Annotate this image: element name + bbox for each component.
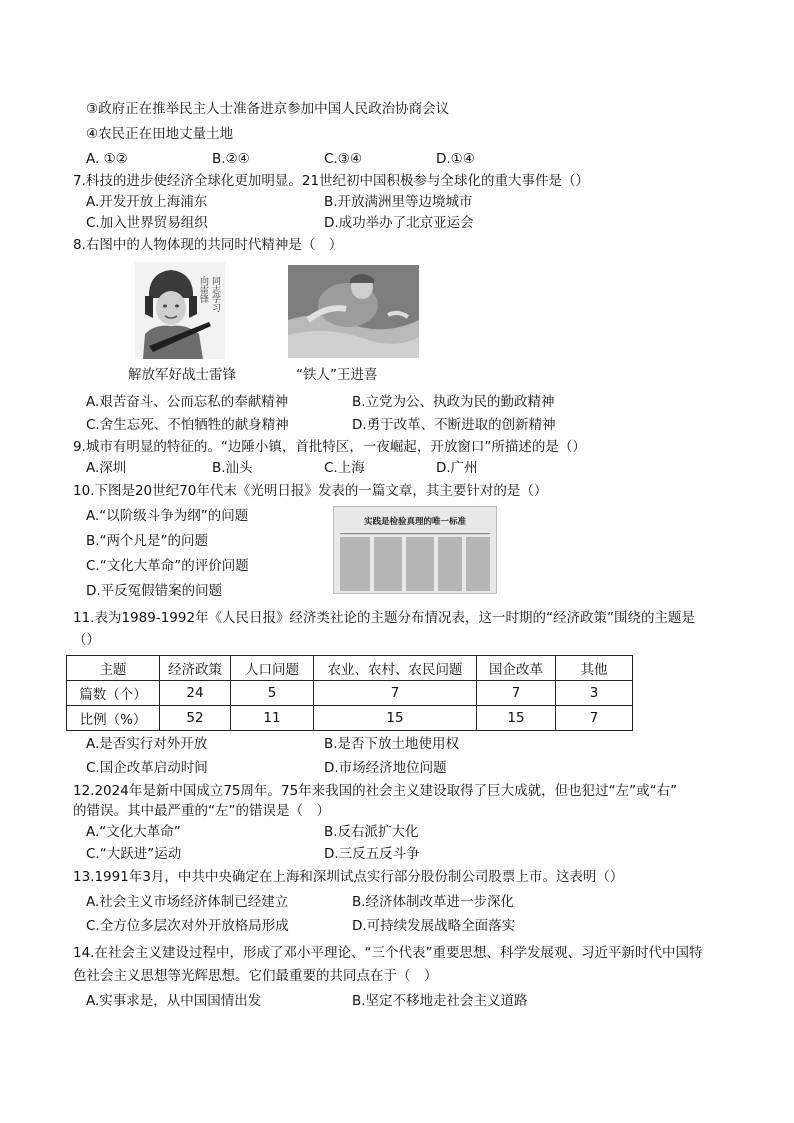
- q10-option-d: D.平反冤假错案的问题: [86, 583, 223, 599]
- table-cell: 7: [477, 681, 556, 706]
- wang-jinxi-photo: [288, 265, 419, 358]
- table-cell: 篇数（个）: [67, 681, 160, 706]
- q9-option-c: C.上海: [324, 460, 365, 476]
- q8-option-a: A.艰苦奋斗、公而忘私的奉献精神: [86, 394, 289, 410]
- newspaper-headline: 实践是检验真理的唯一标准: [363, 517, 466, 527]
- q12-option-d: D.三反五反斗争: [324, 846, 420, 862]
- q14-stem-line-1: 14.在社会主义建设过程中，形成了邓小平理论、“三个代表”重要思想、科学发展观、习近平新时代中国特: [73, 945, 703, 961]
- lei-feng-portrait-illustration: [135, 262, 225, 359]
- q13-option-b: B.经济体制改革进一步深化: [352, 894, 515, 910]
- q7-stem: 7.科技的进步使经济全球化更加明显。21世纪初中国积极参与全球化的重大事件是（）: [73, 173, 590, 189]
- q11-option-d: D.市场经济地位问题: [324, 760, 447, 776]
- q13-option-a: A.社会主义市场经济体制已经建立: [86, 894, 289, 910]
- lei-feng-photo: [135, 262, 225, 359]
- q12-stem-line-2: 的错误。其中最严重的“左”的错误是（ ）: [73, 803, 330, 819]
- q11-option-b: B.是否下放土地使用权: [324, 736, 460, 752]
- table-cell: 7: [314, 681, 477, 706]
- q9-option-d: D.广州: [436, 460, 478, 476]
- q6-item-4: ④农民正在田地丈量土地: [86, 126, 234, 142]
- q7-option-d: D.成功举办了北京亚运会: [324, 215, 474, 231]
- table-cell: 11: [231, 706, 314, 731]
- q10-option-c: C.“文化大革命”的评价问题: [86, 558, 249, 574]
- q7-option-b: B.开放满洲里等边境城市: [324, 194, 473, 210]
- q6-option-b: B.②④: [212, 151, 250, 167]
- table-header-cell: 主题: [67, 656, 160, 681]
- guangming-daily-clipping: [333, 506, 497, 594]
- q8-option-b: B.立党为公、执政为民的勤政精神: [352, 394, 555, 410]
- svg-text:同志学习: 同志学习: [210, 276, 220, 312]
- q7-option-c: C.加入世界贸易组织: [86, 215, 208, 231]
- q10-option-b: B.“两个凡是”的问题: [86, 533, 209, 549]
- q10-stem: 10.下图是20世纪70年代末《光明日报》发表的一篇文章，其主要针对的是（）: [73, 483, 548, 499]
- newspaper-text-columns: [334, 507, 496, 593]
- table-header-cell: 农业、农村、农民问题: [314, 656, 477, 681]
- svg-text:向雷锋: 向雷锋: [198, 276, 208, 303]
- q8-stem: 8.右图中的人物体现的共同时代精神是（ ）: [73, 237, 343, 253]
- q9-stem: 9.城市有明显的特征的。“边陲小镇，首批特区，一夜崛起，开放窗口”所描述的是（）: [73, 439, 586, 455]
- q10-option-a: A.“以阶级斗争为纲”的问题: [86, 508, 249, 524]
- table-cell: 7: [556, 706, 633, 731]
- q13-stem: 13.1991年3月，中共中央确定在上海和深圳试点实行部分股份制公司股票上市。这表明（）: [73, 869, 624, 885]
- q6-option-a: A. ①②: [86, 151, 128, 167]
- table-cell: 15: [314, 706, 477, 731]
- editorial-topic-table: [66, 655, 633, 731]
- table-cell: 15: [477, 706, 556, 731]
- table-header-cell: 人口问题: [231, 656, 314, 681]
- q8-option-d: D.勇于改革、不断进取的创新精神: [352, 417, 556, 433]
- table-header-cell: 国企改革: [477, 656, 556, 681]
- table-row: [67, 681, 633, 706]
- q13-option-d: D.可持续发展战略全面落实: [352, 918, 516, 934]
- table-cell: 3: [556, 681, 633, 706]
- table-header-cell: 其他: [556, 656, 633, 681]
- q12-stem-line-1: 12.2024年是新中国成立75周年。75年来我国的社会主义建设取得了巨大成就，但也犯过“左”或“右”: [73, 783, 678, 799]
- q6-option-d: D.①④: [436, 151, 475, 167]
- q12-option-b: B.反右派扩大化: [324, 824, 419, 840]
- table-cell: 52: [160, 706, 231, 731]
- q14-option-a: A.实事求是，从中国国情出发: [86, 993, 262, 1009]
- q9-option-b: B.汕头: [212, 460, 253, 476]
- table-header-row: [67, 656, 633, 681]
- q8-caption-right: “铁人”王进喜: [296, 367, 378, 383]
- wang-jinxi-mud-illustration: [288, 265, 419, 358]
- q11-stem-line-1: 11.表为1989-1992年《人民日报》经济类社论的主题分布情况表，这一时期的“经济政策”围绕的主题是: [73, 610, 696, 626]
- q8-option-c: C.舍生忘死、不怕牺牲的献身精神: [86, 417, 289, 433]
- table-row: [67, 706, 633, 731]
- table-cell: 比例（%）: [67, 706, 160, 731]
- q12-option-a: A.“文化大革命”: [86, 824, 181, 840]
- table-cell: 24: [160, 681, 231, 706]
- q6-item-3: ③政府正在推举民主人士准备进京参加中国人民政治协商会议: [86, 101, 450, 117]
- q11-stem-line-2: （）: [73, 632, 100, 648]
- q14-stem-line-2: 色社会主义思想等光辉思想。它们最重要的共同点在于（ ）: [73, 968, 438, 984]
- q6-option-c: C.③④: [324, 151, 362, 167]
- q11-option-a: A.是否实行对外开放: [86, 736, 208, 752]
- q14-option-b: B.坚定不移地走社会主义道路: [352, 993, 528, 1009]
- q11-option-c: C.国企改革启动时间: [86, 760, 208, 776]
- q12-option-c: C.“大跃进”运动: [86, 846, 182, 862]
- q8-caption-left: 解放军好战士雷锋: [128, 367, 236, 383]
- q13-option-c: C.全方位多层次对外开放格局形成: [86, 918, 289, 934]
- table-cell: 5: [231, 681, 314, 706]
- q7-option-a: A.开发开放上海浦东: [86, 194, 208, 210]
- table-header-cell: 经济政策: [160, 656, 231, 681]
- q9-option-a: A.深圳: [86, 460, 127, 476]
